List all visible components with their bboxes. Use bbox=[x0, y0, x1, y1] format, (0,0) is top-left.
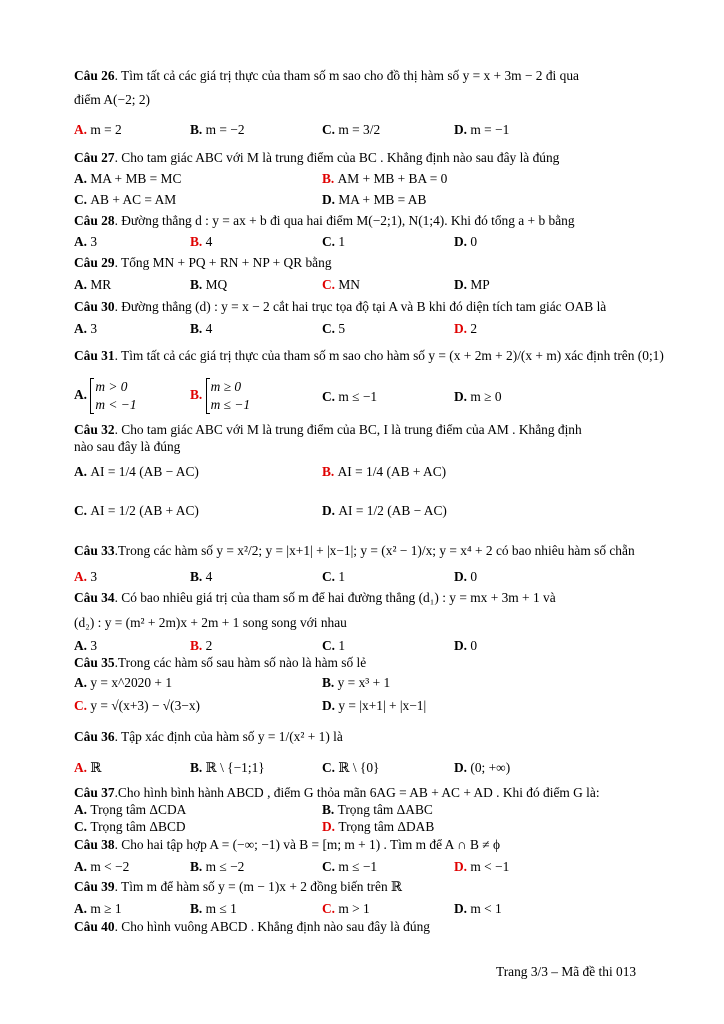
option-b[interactable]: B. m = −2 bbox=[190, 122, 245, 137]
option-c[interactable]: C. y = √(x+3) − √(3−x) bbox=[74, 698, 200, 713]
option-c[interactable]: C. 1 bbox=[322, 569, 346, 584]
q38-options bbox=[74, 858, 674, 876]
option-a[interactable]: A. m > 0 m < −1 bbox=[74, 379, 137, 412]
question-label: Câu 38 bbox=[74, 837, 115, 852]
question-label: Câu 31 bbox=[74, 348, 115, 363]
option-c[interactable]: C. Trọng tâm ΔBCD bbox=[74, 819, 186, 834]
question-text: .Trong các hàm số sau hàm số nào là hàm số lẻ bbox=[114, 655, 367, 670]
q35-options-row1 bbox=[74, 674, 674, 692]
question-label: Câu 30 bbox=[74, 299, 115, 314]
option-b[interactable]: B. y = x³ + 1 bbox=[322, 675, 391, 690]
question-40 bbox=[74, 918, 674, 936]
q37-options-row1 bbox=[74, 801, 674, 819]
option-d[interactable]: D. MA + MB = AB bbox=[322, 192, 427, 207]
question-text: . Có bao nhiêu giá trị của tham số m để hai đường thẳng (d₁) : y = mx + 3m + 1 và bbox=[114, 590, 556, 605]
q32-options-row2 bbox=[74, 502, 674, 520]
q28-options bbox=[74, 233, 674, 251]
option-b[interactable]: B. AI = 1/4 (AB + AC) bbox=[322, 464, 447, 479]
question-text: . Đường thẳng d : y = ax + b đi qua hai điểm M(−2;1), N(1;4). Khi đó tổng a + b bằng bbox=[114, 213, 575, 228]
question-label: Câu 36 bbox=[74, 729, 115, 744]
question-label: Câu 40 bbox=[74, 919, 115, 934]
question-text: . Cho tam giác ABC với M là trung điểm của BC . Khẳng định nào sau đây là đúng bbox=[114, 150, 560, 165]
option-a[interactable]: A. 3 bbox=[74, 638, 98, 653]
option-d[interactable]: D. (0; +∞) bbox=[454, 760, 511, 775]
option-b[interactable]: B. MQ bbox=[190, 277, 228, 292]
question-text-cont: điểm A(−2; 2) bbox=[74, 92, 150, 107]
question-label: Câu 27 bbox=[74, 150, 115, 165]
option-c[interactable]: C. 5 bbox=[322, 321, 346, 336]
option-a[interactable]: A. m = 2 bbox=[74, 122, 122, 137]
option-d[interactable]: D. AI = 1/2 (AB − AC) bbox=[322, 503, 447, 518]
option-d[interactable]: D. m ≥ 0 bbox=[454, 389, 502, 404]
option-b[interactable]: B. m ≤ 1 bbox=[190, 901, 237, 916]
q31-options bbox=[74, 378, 674, 418]
question-text: . Cho tam giác ABC với M là trung điểm của BC, I là trung điểm của AM . Khẳng định bbox=[114, 422, 582, 437]
option-a[interactable]: A. AI = 1/4 (AB − AC) bbox=[74, 464, 199, 479]
question-label: Câu 37 bbox=[74, 785, 115, 800]
option-a[interactable]: A. m ≥ 1 bbox=[74, 901, 122, 916]
option-b[interactable]: B. 4 bbox=[190, 234, 213, 249]
q35-options-row2 bbox=[74, 697, 674, 715]
option-a[interactable]: A. m < −2 bbox=[74, 859, 130, 874]
option-d[interactable]: D. 2 bbox=[454, 321, 478, 336]
question-label: Câu 32 bbox=[74, 422, 115, 437]
option-c[interactable]: C. AB + AC = AM bbox=[74, 192, 177, 207]
question-label: Câu 26 bbox=[74, 68, 115, 83]
option-b[interactable]: B. AM + MB + BA = 0 bbox=[322, 171, 448, 186]
question-26-line2 bbox=[74, 91, 674, 109]
q27-options-row2 bbox=[74, 191, 674, 209]
question-38 bbox=[74, 836, 674, 854]
option-b[interactable]: B. ℝ \ {−1;1} bbox=[190, 760, 265, 775]
option-d[interactable]: D. y = |x+1| + |x−1| bbox=[322, 698, 427, 713]
option-d[interactable]: D. m < 1 bbox=[454, 901, 502, 916]
question-text: . Tìm m để hàm số y = (m − 1)x + 2 đồng biến trên ℝ bbox=[114, 879, 403, 894]
option-c[interactable]: C. MN bbox=[322, 277, 360, 292]
option-d[interactable]: D. 0 bbox=[454, 638, 478, 653]
option-c[interactable]: C. 1 bbox=[322, 638, 346, 653]
question-text-cont: (d₂) : y = (m² + 2m)x + 2m + 1 song song với nhau bbox=[74, 615, 347, 630]
option-a[interactable]: A. 3 bbox=[74, 321, 98, 336]
option-b[interactable]: B. 4 bbox=[190, 569, 213, 584]
question-text: . Cho hình vuông ABCD . Khẳng định nào sau đây là đúng bbox=[114, 919, 430, 934]
option-a[interactable]: A. y = x^2020 + 1 bbox=[74, 675, 173, 690]
question-39 bbox=[74, 878, 674, 896]
option-b[interactable]: B. m ≥ 0 m ≤ −1 bbox=[190, 379, 251, 412]
question-30 bbox=[74, 298, 674, 316]
option-b[interactable]: B. 4 bbox=[190, 321, 213, 336]
question-label: Câu 39 bbox=[74, 879, 115, 894]
question-34-line2 bbox=[74, 614, 674, 632]
option-c[interactable]: C. m ≤ −1 bbox=[322, 859, 378, 874]
option-c[interactable]: C. m = 3/2 bbox=[322, 122, 381, 137]
q32-options-row1 bbox=[74, 463, 674, 481]
option-a[interactable]: A. ℝ bbox=[74, 760, 102, 775]
question-label: Câu 29 bbox=[74, 255, 115, 270]
option-d[interactable]: D. 0 bbox=[454, 569, 478, 584]
question-28 bbox=[74, 212, 674, 230]
question-label: Câu 33 bbox=[74, 543, 115, 558]
question-32 bbox=[74, 421, 674, 439]
q37-options-row2 bbox=[74, 818, 674, 836]
q27-options-row1 bbox=[74, 170, 674, 188]
option-a[interactable]: A. Trọng tâm ΔCDA bbox=[74, 802, 187, 817]
question-text: . Tập xác định của hàm số y = 1/(x² + 1) là bbox=[114, 729, 343, 744]
question-35 bbox=[74, 654, 674, 672]
option-d[interactable]: D. 0 bbox=[454, 234, 478, 249]
option-a[interactable]: A. 3 bbox=[74, 569, 98, 584]
option-b[interactable]: B. 2 bbox=[190, 638, 213, 653]
question-text: .Cho hình bình hành ABCD , điểm G thỏa mãn 6AG = AB + AC + AD . Khi đó điểm G là: bbox=[114, 785, 600, 800]
q36-options bbox=[74, 759, 674, 777]
option-c[interactable]: C. ℝ \ {0} bbox=[322, 760, 380, 775]
page-footer: Trang 3/3 – Mã đề thi 013 bbox=[496, 964, 637, 979]
question-27 bbox=[74, 149, 674, 167]
question-text: . Tổng MN + PQ + RN + NP + QR bằng bbox=[114, 255, 332, 270]
question-text: . Cho hai tập hợp A = (−∞; −1) và B = [m; m + 1) . Tìm m để A ∩ B ≠ ϕ bbox=[114, 837, 500, 852]
q29-options bbox=[74, 276, 674, 294]
question-text: . Tìm tất cả các giá trị thực của tham số m sao cho đồ thị hàm số y = x + 3m − 2 đi qua bbox=[114, 68, 579, 83]
question-text: . Đường thẳng (d) : y = x − 2 cắt hai trục tọa độ tại A và B khi đó diện tích tam giác OAB là bbox=[114, 299, 607, 314]
option-d[interactable]: D. Trọng tâm ΔDAB bbox=[322, 819, 435, 834]
option-b[interactable]: B. m ≤ −2 bbox=[190, 859, 245, 874]
option-a[interactable]: A. MR bbox=[74, 277, 112, 292]
question-label: Câu 34 bbox=[74, 590, 115, 605]
question-31 bbox=[74, 347, 674, 365]
option-c[interactable]: C. AI = 1/2 (AB + AC) bbox=[74, 503, 199, 518]
question-text: . Tìm tất cả các giá trị thực của tham số m sao cho hàm số y = (x + 2m + 2)/(x + m) xác định trên (0;1) bbox=[114, 348, 664, 363]
option-d[interactable]: D. m = −1 bbox=[454, 122, 510, 137]
question-33 bbox=[74, 542, 674, 560]
question-label: Câu 28 bbox=[74, 213, 115, 228]
question-29 bbox=[74, 254, 674, 272]
option-b[interactable]: B. Trọng tâm ΔABC bbox=[322, 802, 433, 817]
option-a[interactable]: A. 3 bbox=[74, 234, 98, 249]
q39-options bbox=[74, 900, 674, 918]
q34-options bbox=[74, 637, 674, 655]
question-37 bbox=[74, 784, 674, 802]
option-c[interactable]: C. 1 bbox=[322, 234, 346, 249]
question-text-cont: nào sau đây là đúng bbox=[74, 439, 181, 454]
q33-options bbox=[74, 568, 674, 586]
q30-options bbox=[74, 320, 674, 338]
question-36 bbox=[74, 728, 674, 746]
question-label: Câu 35 bbox=[74, 655, 115, 670]
option-c[interactable]: C. m ≤ −1 bbox=[322, 389, 378, 404]
option-d[interactable]: D. m < −1 bbox=[454, 859, 510, 874]
question-32-line2 bbox=[74, 438, 674, 456]
question-26 bbox=[74, 67, 674, 85]
option-a[interactable]: A. MA + MB = MC bbox=[74, 171, 182, 186]
q26-options bbox=[74, 121, 674, 139]
question-34 bbox=[74, 589, 674, 607]
option-d[interactable]: D. MP bbox=[454, 277, 490, 292]
question-text: .Trong các hàm số y = x²/2; y = |x+1| + |x−1|; y = (x² − 1)/x; y = x⁴ + 2 có bao nhiêu hàm số chẵn bbox=[114, 543, 635, 558]
option-c[interactable]: C. m > 1 bbox=[322, 901, 370, 916]
